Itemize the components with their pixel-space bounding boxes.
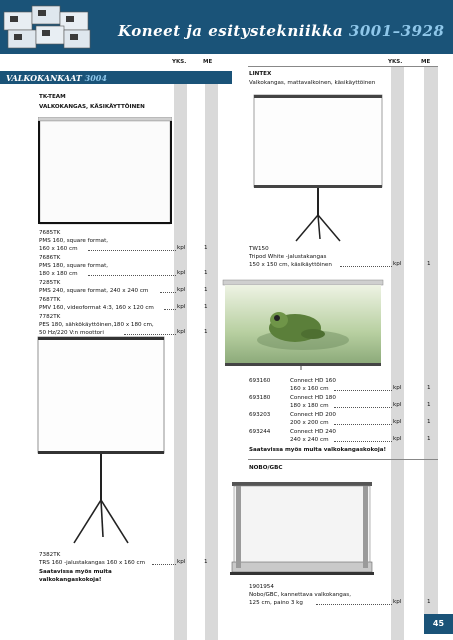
qty: 1 [427,261,431,267]
page-title: Koneet ja esitystekniikka 3001–3928 [118,22,445,40]
right-subtitle: Valkokangas, mattavalkoinen, käsikäyttöinen [249,80,376,86]
left-subtitle: VALKOKANGAS, KÄSIKÄYTTÖINEN [39,104,145,110]
product-desc: 160 x 160 cm [39,246,78,252]
leader-dots [164,309,176,310]
wall-screen-image [38,117,172,227]
leader-dots [334,441,392,442]
qty: 1 [427,402,431,408]
leader-dots [340,266,392,267]
unit: kpl [393,402,402,408]
unit: kpl [177,559,186,565]
page-number: 45 [424,614,453,634]
leader-dots [160,292,176,293]
divider [248,66,438,67]
left-unit-column [174,84,187,640]
unit: kpl [393,599,402,605]
product-code: 693244 [249,429,271,435]
product-name: Connect HD 240 [290,429,336,435]
product-code: 7685TK [39,230,61,236]
qty: 1 [204,329,208,335]
qty: 1 [427,385,431,391]
qty: 1 [427,599,431,605]
lintex-tripod-image [250,93,388,243]
pack-header-left: ME [203,59,213,65]
unit-header-left: YKS. [172,59,187,65]
brand-lintex: LINTEX [249,71,272,77]
product-boxes-image [2,2,94,52]
divider [248,459,438,460]
product-desc: Nobo/GBC, kannettava valkokangas, [249,592,351,598]
qty: 1 [204,304,208,310]
pack-header-right: ME [421,59,431,65]
unit: kpl [177,329,186,335]
right-unit-column [391,66,404,640]
qty: 1 [204,245,208,251]
unit: kpl [393,261,402,267]
qty: 1 [427,419,431,425]
tripod-screen-image [36,335,168,547]
leader-dots [152,564,176,565]
unit: kpl [393,436,402,442]
product-name: Connect HD 160 [290,378,336,384]
right-qty-column [424,66,438,614]
product-desc: 240 x 240 cm [290,437,329,443]
product-desc: 50 Hz/220 V:n moottori [39,330,104,336]
product-desc: PMS 240, square format, 240 x 240 cm [39,288,149,294]
qty: 1 [204,559,208,565]
leader-dots [334,424,392,425]
leader-dots [334,407,392,408]
unit: kpl [177,245,186,251]
product-code: TW150 [249,246,269,252]
product-code: 693180 [249,395,271,401]
leader-dots [316,604,392,605]
availability-note: valkokangaskokoja! [39,577,102,583]
product-desc: 150 x 150 cm, käsikäyttöinen [249,262,332,268]
unit: kpl [393,419,402,425]
connect-hd-screen-image [221,278,387,370]
product-code: 1901954 [249,584,274,590]
availability-note: Saatavissa myös muita [39,569,112,575]
product-desc: 160 x 160 cm [290,386,329,392]
availability-note: Saatavissa myös muita valkokangaskokoja! [249,447,387,453]
product-desc: 180 x 180 cm [39,271,78,277]
unit: kpl [177,287,186,293]
product-desc: TRS 160 -jalustakangas 160 x 160 cm [39,560,146,566]
product-code: 693203 [249,412,271,418]
product-code: 693160 [249,378,271,384]
leader-dots [88,275,176,276]
unit: kpl [393,385,402,391]
product-name: Connect HD 180 [290,395,336,401]
section-title: VALKOKANKAAT 3004 [6,73,107,83]
product-desc: 200 x 200 cm [290,420,329,426]
qty: 1 [427,436,431,442]
qty: 1 [204,287,208,293]
product-name: Connect HD 200 [290,412,336,418]
product-code: 7686TK [39,255,61,261]
unit-header-right: YKS. [388,59,403,65]
product-code: 7782TK [39,314,61,320]
product-desc: PMS 180, square format, [39,263,109,269]
product-code: 7687TK [39,297,61,303]
qty: 1 [204,270,208,276]
unit: kpl [177,304,186,310]
brand-tk-team: TK-TEAM [39,94,66,100]
left-qty-column [205,84,218,640]
product-desc: PMS 160, square format, [39,238,109,244]
product-desc: 125 cm, paino 3 kg [249,600,303,606]
unit: kpl [177,270,186,276]
leader-dots [334,390,392,391]
brand-nobo: NOBO/GBC [249,465,283,471]
leader-dots [88,250,176,251]
product-desc: PMV 160, videoformat 4:3, 160 x 120 cm [39,305,154,311]
nobo-portable-screen-image [222,478,382,580]
product-code: 7382TK [39,552,61,558]
product-desc: 180 x 180 cm [290,403,329,409]
product-code: 7285TK [39,280,61,286]
product-desc: Tripod White -jalustakangas [249,254,327,260]
product-desc: PES 180, sähkökäyttöinen,180 x 180 cm, [39,322,154,328]
